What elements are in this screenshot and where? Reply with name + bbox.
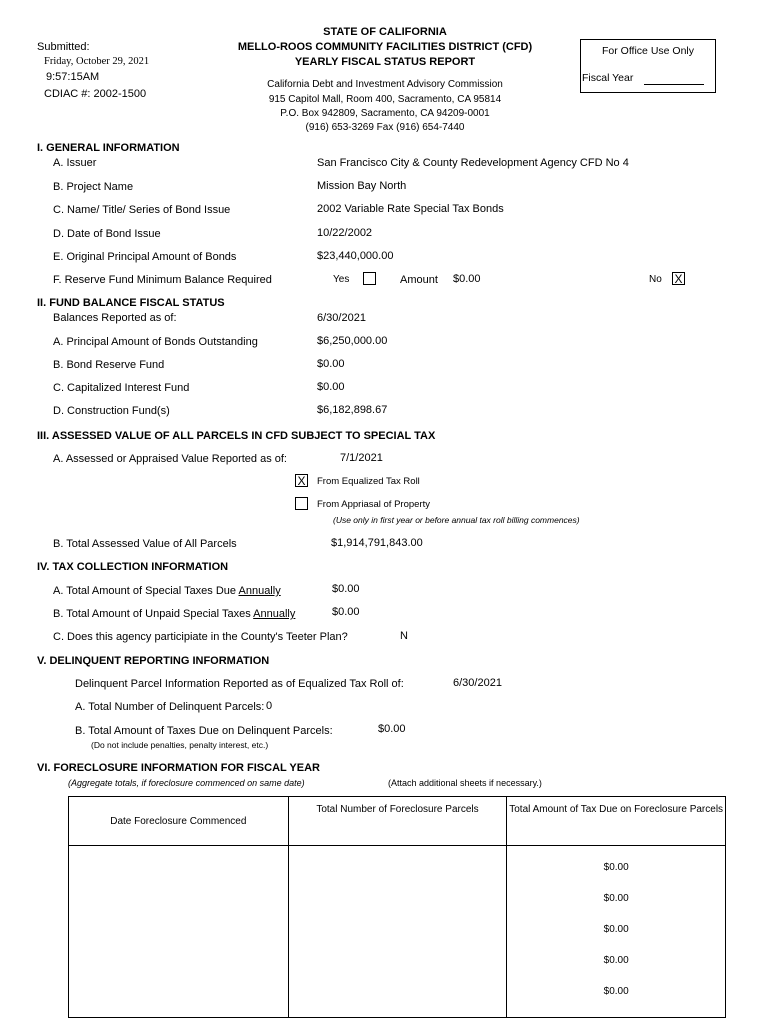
date-commenced-cell	[69, 846, 289, 1018]
delinquent-taxes-value: $0.00	[378, 723, 406, 735]
submitted-date: Friday, October 29, 2021	[44, 56, 150, 67]
balances-as-of-value: 6/30/2021	[317, 312, 366, 324]
total-assessed-label: B. Total Assessed Value of All Parcels	[53, 538, 237, 550]
section-foreclosure-heading: VI. FORECLOSURE INFORMATION FOR FISCAL YEAR	[37, 762, 320, 774]
col-tax-due: Total Amount of Tax Due on Foreclosure Parcels	[507, 797, 726, 846]
delinquent-taxes-label: B. Total Amount of Taxes Due on Delinquent Parcels:	[75, 725, 333, 737]
bond-date-value: 10/22/2002	[317, 227, 373, 239]
capitalized-interest-label: C. Capitalized Interest Fund	[53, 382, 190, 394]
tax-due-cell: $0.00	[507, 945, 726, 976]
assessed-as-of-label: A. Assessed or Appraised Value Reported as of:	[53, 453, 287, 465]
reserve-amount-value: $0.00	[453, 273, 481, 285]
appraisal-note: (Use only in first year or before annual tax roll billing commences)	[333, 515, 580, 525]
equalized-roll-checkbox[interactable]: X	[295, 474, 308, 487]
appraisal-label: From Appriasal of Property	[317, 499, 430, 510]
appraisal-checkbox[interactable]	[295, 497, 308, 510]
address-line-3: P.O. Box 942809, Sacramento, CA 94209-0001	[280, 108, 490, 119]
number-parcels-cell	[288, 846, 507, 1018]
project-name-value: Mission Bay North	[317, 180, 407, 192]
tax-due-cell: $0.00	[507, 914, 726, 945]
reserve-amount-label: Amount	[400, 274, 438, 286]
bond-reserve-value: $0.00	[317, 358, 345, 370]
submitted-time: 9:57:15AM	[46, 71, 100, 83]
delinquent-parcels-value: 0	[266, 700, 273, 712]
delinquent-reported-label: Delinquent Parcel Information Reported as of Equalized Tax Roll of:	[75, 678, 404, 690]
office-use-box	[580, 39, 716, 93]
table-row	[69, 846, 726, 884]
assessed-as-of-value: 7/1/2021	[340, 452, 383, 464]
tax-due-cell: $0.00	[507, 976, 726, 1018]
unpaid-taxes-label: B. Total Amount of Unpaid Special Taxes Annually	[53, 608, 296, 620]
reserve-yes-label: Yes	[333, 274, 350, 285]
address-line-1: California Debt and Investment Advisory Commission	[267, 79, 503, 90]
col-number-parcels: Total Number of Foreclosure Parcels	[288, 797, 507, 846]
fiscal-year-line	[644, 84, 704, 85]
construction-fund-label: D. Construction Fund(s)	[53, 405, 170, 417]
delinquent-taxes-note: (Do not include penalties, penalty interest, etc.)	[91, 740, 269, 750]
capitalized-interest-value: $0.00	[317, 381, 345, 393]
reserve-no-checkbox[interactable]: X	[672, 272, 685, 285]
report-title-state: STATE OF CALIFORNIA	[323, 26, 447, 38]
tax-due-cell: $0.00	[507, 846, 726, 884]
report-title-yearly: YEARLY FISCAL STATUS REPORT	[294, 56, 476, 68]
reserve-yes-checkbox[interactable]	[363, 272, 376, 285]
section-delinquent-heading: V. DELINQUENT REPORTING INFORMATION	[37, 655, 270, 667]
section-fund-heading: II. FUND BALANCE FISCAL STATUS	[37, 297, 225, 309]
balances-as-of-label: Balances Reported as of:	[53, 312, 177, 324]
reserve-fund-label: F. Reserve Fund Minimum Balance Required	[53, 274, 272, 286]
office-use-title: For Office Use Only	[602, 45, 694, 57]
issuer-label: A. Issuer	[53, 157, 97, 169]
reserve-no-label: No	[649, 274, 662, 285]
special-taxes-due-label: A. Total Amount of Special Taxes Due Annually	[53, 585, 281, 597]
bond-series-value: 2002 Variable Rate Special Tax Bonds	[317, 203, 504, 215]
delinquent-reported-value: 6/30/2021	[453, 677, 502, 689]
bond-date-label: D. Date of Bond Issue	[53, 228, 161, 240]
submitted-label: Submitted:	[37, 41, 90, 53]
cdiac-number: CDIAC #: 2002-1500	[44, 88, 147, 100]
unpaid-taxes-value: $0.00	[332, 606, 360, 618]
foreclosure-attach-note: (Attach additional sheets if necessary.)	[388, 778, 542, 788]
col-date-commenced: Date Foreclosure Commenced	[69, 797, 289, 846]
address-line-2: 915 Capitol Mall, Room 400, Sacramento, CA 95814	[268, 94, 502, 105]
report-title-district: MELLO-ROOS COMMUNITY FACILITIES DISTRICT (CFD)	[237, 41, 533, 53]
construction-fund-value: $6,182,898.67	[317, 404, 388, 416]
foreclosure-table-header	[69, 797, 726, 846]
teeter-plan-value: N	[400, 630, 408, 642]
principal-value: $23,440,000.00	[317, 250, 394, 262]
principal-outstanding-value: $6,250,000.00	[317, 335, 388, 347]
address-line-4: (916) 653-3269 Fax (916) 654-7440	[305, 122, 465, 133]
special-taxes-due-value: $0.00	[332, 583, 360, 595]
foreclosure-table	[68, 796, 726, 1018]
foreclosure-aggregate-note: (Aggregate totals, if foreclosure commenced on same date)	[68, 778, 305, 788]
fiscal-year-label: Fiscal Year	[582, 72, 634, 84]
section-assessed-heading: III. ASSESSED VALUE OF ALL PARCELS IN CFD SUBJECT TO SPECIAL TAX	[37, 430, 436, 442]
total-assessed-value: $1,914,791,843.00	[331, 537, 423, 549]
principal-label: E. Original Principal Amount of Bonds	[53, 251, 237, 263]
bond-reserve-label: B. Bond Reserve Fund	[53, 359, 165, 371]
section-general-heading: I. GENERAL INFORMATION	[37, 142, 180, 154]
teeter-plan-label: C. Does this agency participiate in the County's Teeter Plan?	[53, 631, 348, 643]
section-tax-heading: IV. TAX COLLECTION INFORMATION	[37, 561, 229, 573]
bond-series-label: C. Name/ Title/ Series of Bond Issue	[53, 204, 231, 216]
equalized-roll-label: From Equalized Tax Roll	[317, 476, 420, 487]
project-name-label: B. Project Name	[53, 181, 134, 193]
principal-outstanding-label: A. Principal Amount of Bonds Outstanding	[53, 336, 258, 348]
tax-due-cell: $0.00	[507, 883, 726, 914]
delinquent-parcels-label: A. Total Number of Delinquent Parcels:	[75, 701, 265, 713]
issuer-value: San Francisco City & County Redevelopment Agency CFD No 4	[317, 157, 629, 169]
